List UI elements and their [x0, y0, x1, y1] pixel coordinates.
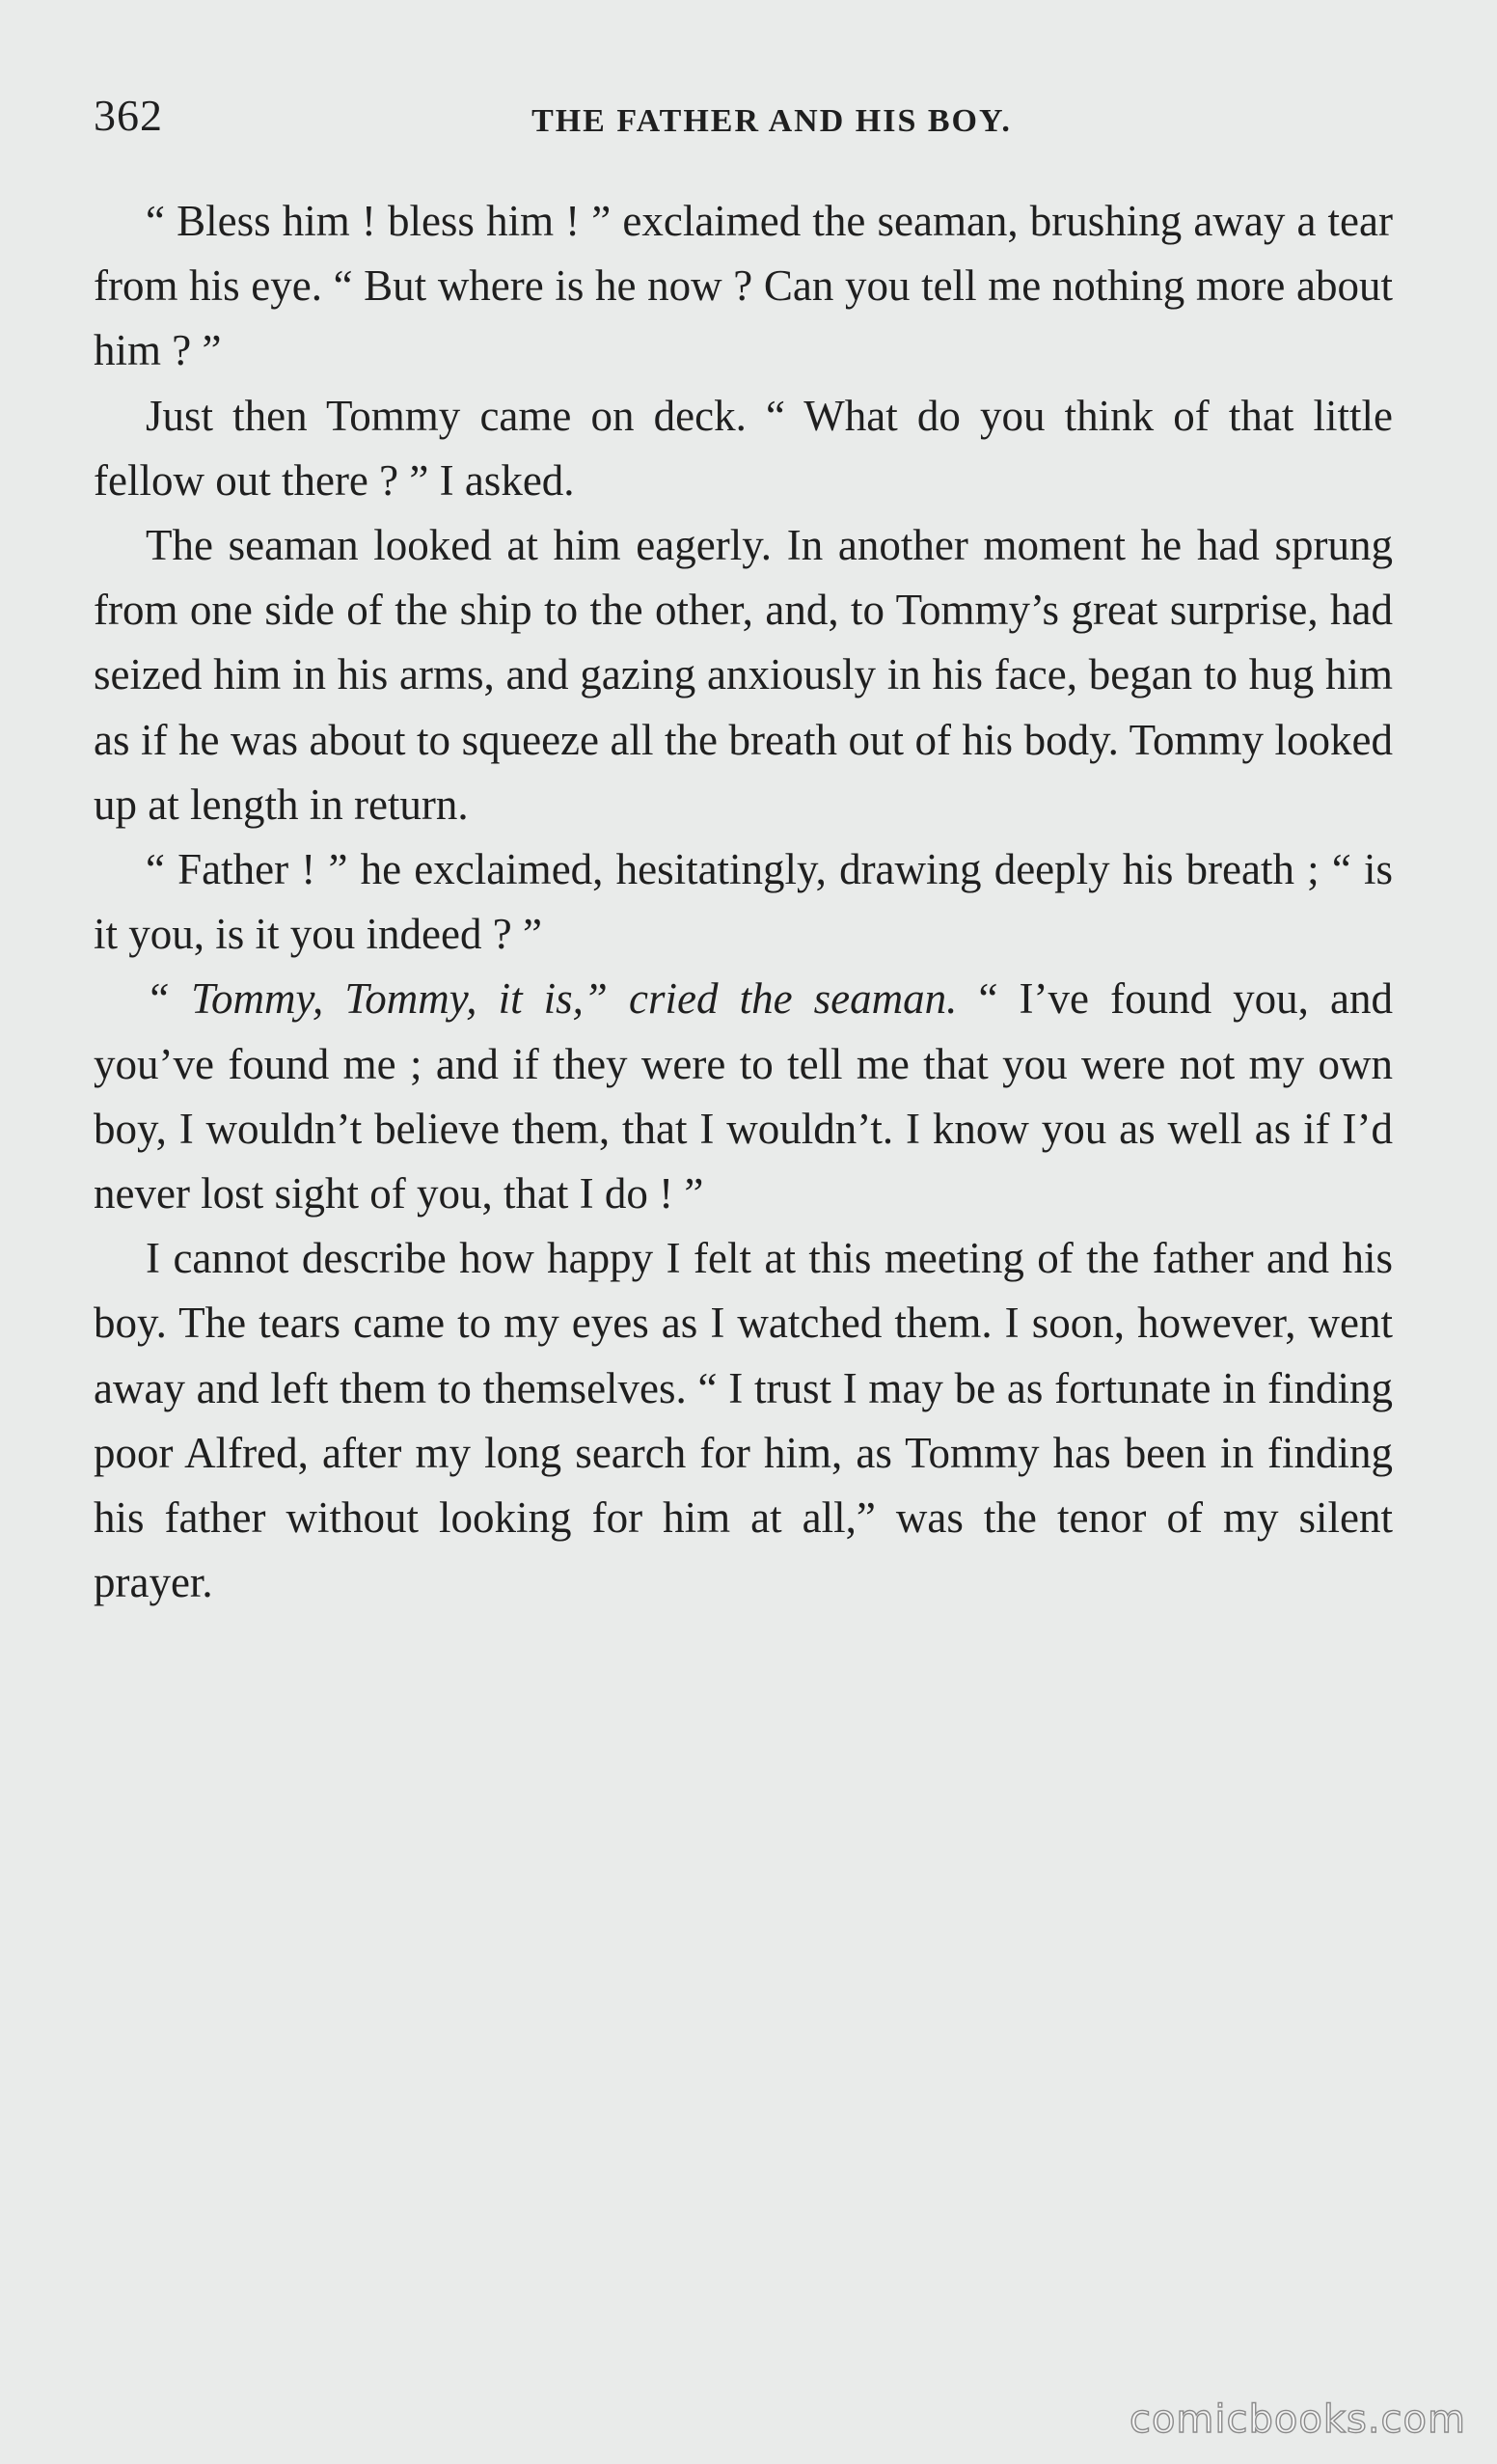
paragraph-3: The seaman looked at him eagerly. In another moment he had sprung from one side of the ship to the other, and, to Tommy’s great surprise, had seized him in his arms, and gazing anxiously in his face, began to hug him as if he was about to squeeze all the breath out of his body. Tommy looked up at length in return.: [94, 521, 1393, 829]
paragraph-5-rest: “ I’ve found you, and you’ve found me ; and if they were to tell me that you were not my own boy, I wouldn’t believe them, that I wouldn’t. I know you as well as if I’d never lost sight of you, that I do ! ”: [94, 974, 1393, 1218]
paragraph-4: “ Father ! ” he exclaimed, hesitatingly, drawing deeply his breath ; “ is it you, is it you indeed ? ”: [94, 845, 1393, 959]
page-number: 362: [94, 91, 163, 140]
paragraph-5: [94, 967, 1393, 1226]
paragraph-2: Just then Tommy came on deck. “ What do you think of that little fellow out there ? ” I asked.: [94, 391, 1393, 505]
running-head: THE FATHER AND HIS BOY.: [531, 103, 1012, 139]
paragraph-1: “ Bless him ! bless him ! ” exclaimed the seaman, brushing away a tear from his eye. “ But where is he now ? Can you tell me nothing more about him ? ”: [94, 197, 1393, 375]
watermark: comicbooks.com: [1129, 2397, 1466, 2442]
paragraph-6: I cannot describe how happy I felt at this meeting of the father and his boy. The tears came to my eyes as I watched them. I soon, however, went away and left them to themselves. “ I trust I may be as fortunate in finding poor Alfred, after my long search for him, as Tommy has been in finding his father without looking for him at all,” was the tenor of my silent prayer.: [94, 1234, 1393, 1607]
body-text: [94, 189, 1393, 1615]
paragraph-5-italic: “ Tommy, Tommy, it is,” cried the seaman.: [146, 974, 958, 1024]
